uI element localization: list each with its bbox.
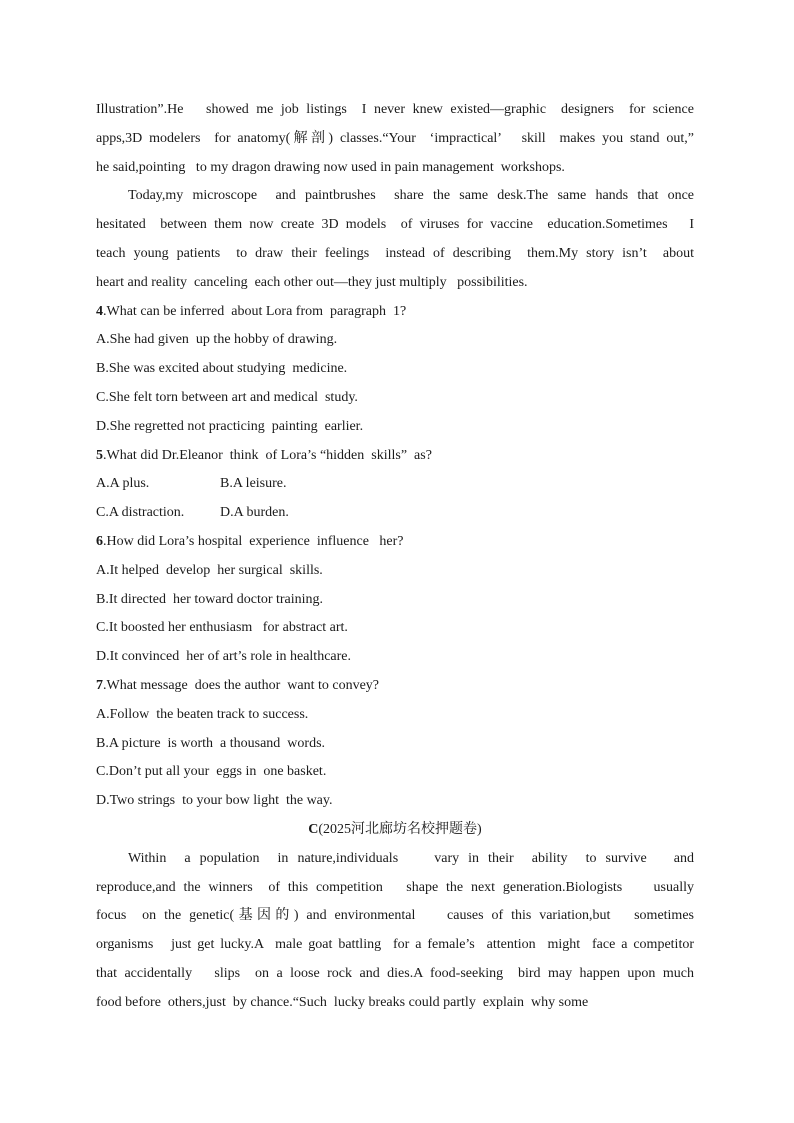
passage-line: heart and reality canceling each other out—they just multiply possibilities.	[96, 274, 528, 290]
passage-line: food before others,just by chance.“Such lucky breaks could partly explain why some	[96, 994, 589, 1010]
question-4-option-b: B.She was excited about studying medicine.	[96, 361, 348, 377]
passage-line: Today,my microscope and paintbrushes share the same desk.The same hands that once	[128, 188, 694, 204]
question-number: 7	[96, 677, 103, 693]
question-number: 5	[96, 447, 103, 463]
question-6-stem	[96, 528, 694, 557]
question-text: .How did Lora’s hospital experience influence her?	[103, 533, 404, 549]
question-5-option-b: B.A leisure.	[220, 476, 287, 492]
question-7-stem	[96, 672, 694, 701]
passage-line: apps,3D modelers for anatomy(解剖) classes.“Your ‘impractical’ skill makes you stand out,”	[96, 130, 694, 146]
question-7-option-a: A.Follow the beaten track to success.	[96, 706, 309, 722]
passage-line: Within a population in nature,individuals vary in their ability to survive and	[128, 850, 694, 866]
question-6-option-d: D.It convinced her of art’s role in healthcare.	[96, 649, 352, 665]
question-5-options-row	[96, 470, 694, 499]
question-7-option-c: C.Don’t put all your eggs in one basket.	[96, 764, 327, 780]
passage-line: reproduce,and the winners of this competition shape the next generation.Biologists usually	[96, 879, 694, 895]
question-6-option-a: A.It helped develop her surgical skills.	[96, 562, 323, 578]
question-6-option-c: C.It boosted her enthusiasm for abstract art.	[96, 620, 348, 636]
question-number: 4	[96, 303, 103, 319]
question-5-option-c: C.A distraction.	[96, 505, 185, 521]
question-text: .What can be inferred about Lora from paragraph 1?	[103, 303, 407, 319]
question-text: .What did Dr.Eleanor think of Lora’s “hidden skills” as?	[103, 447, 432, 463]
section-letter: C	[308, 821, 319, 837]
question-5-option-a: A.A plus.	[96, 476, 150, 492]
question-4-option-c: C.She felt torn between art and medical study.	[96, 389, 358, 405]
question-text: .What message does the author want to convey?	[103, 677, 380, 693]
section-c-heading	[96, 816, 694, 845]
passage-line: Illustration”.He showed me job listings I never knew existed—graphic designers for science	[96, 102, 694, 117]
question-7-option-d: D.Two strings to your bow light the way.	[96, 793, 333, 809]
question-4-option-a: A.She had given up the hobby of drawing.	[96, 332, 338, 348]
question-5-stem	[96, 442, 694, 471]
question-5-option-d: D.A burden.	[220, 505, 289, 521]
passage-line: teach young patients to draw their feelings instead of describing them.My story isn’t about	[96, 245, 694, 261]
passage-line: that accidentally slips on a loose rock and dies.A food-seeking bird may happen upon much	[96, 965, 694, 981]
document-page	[96, 96, 694, 1018]
passage-line: hesitated between them now create 3D models of viruses for vaccine education.Sometimes I	[96, 217, 694, 233]
question-number: 6	[96, 533, 103, 549]
question-6-option-b: B.It directed her toward doctor training.	[96, 591, 324, 607]
passage-line: organisms just get lucky.A male goat battling for a female’s attention might face a competitor	[96, 937, 694, 953]
question-4-stem	[96, 298, 694, 327]
passage-line: focus on the genetic(基因的) and environmental causes of this variation,but sometimes	[96, 908, 694, 924]
question-5-options-row	[96, 499, 694, 528]
question-7-option-b: B.A picture is worth a thousand words.	[96, 735, 326, 751]
passage-line: he said,pointing to my dragon drawing now used in pain management workshops.	[96, 159, 565, 175]
section-source: (2025河北廊坊名校押题卷)	[318, 821, 482, 837]
question-4-option-d: D.She regretted not practicing painting earlier.	[96, 418, 364, 434]
